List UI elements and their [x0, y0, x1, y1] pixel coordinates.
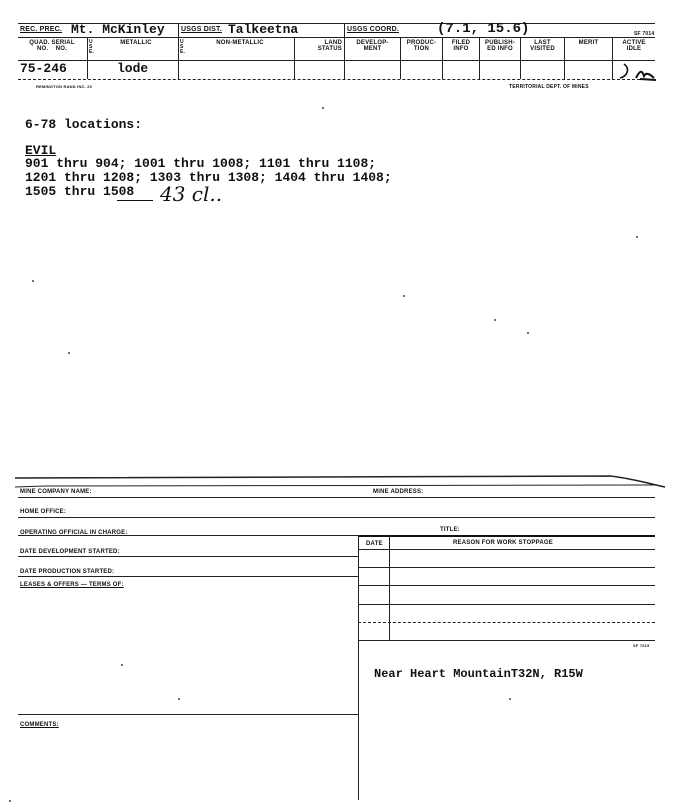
use-label-1: U S E.: [89, 39, 95, 55]
quad-serial-value: 75-246: [20, 61, 67, 76]
usgs-dist-value: Talkeetna: [228, 22, 299, 37]
non-metallic-label: NON-METALLIC: [216, 40, 264, 46]
land-status-label: LAND STATUS: [317, 40, 342, 52]
claim-name: EVIL: [25, 143, 57, 158]
rec-prec-label: REC. PREC.: [20, 26, 63, 33]
use-label-2: U S E.: [180, 39, 186, 55]
active-idle-label: ACTIVE IDLE: [622, 40, 646, 52]
title-label: TITLE:: [440, 527, 460, 533]
rec-prec-value: Mt. McKinley: [71, 22, 165, 37]
locations-line-2: 1201 thru 1208; 1303 thru 1308; 1404 thru 1408;: [25, 170, 392, 185]
fold-edge: [15, 473, 678, 493]
usgs-dist-label: USGS DIST.: [181, 26, 222, 33]
published-info-label: PUBLISH- ED INFO: [485, 40, 515, 52]
production-label: PRODUC- TION: [406, 40, 437, 52]
leases-offers-label: LEASES & OFFERS — TERMS OF:: [20, 582, 124, 588]
locations-heading: 6-78 locations:: [25, 117, 143, 132]
usgs-coord-value: (7.1, 15.6): [437, 21, 530, 37]
locations-line-1: 901 thru 904; 1001 thru 1008; 1101 thru 1108;: [25, 156, 377, 171]
locations-line-3: 1505 thru 1508: [25, 184, 135, 199]
date-col-label: DATE: [366, 541, 383, 547]
metallic-label: METALLIC: [120, 40, 152, 46]
usgs-coord-label: USGS COORD.: [347, 26, 399, 33]
merit-label: MERIT: [578, 40, 599, 46]
form-number-top: SF 7014: [634, 31, 655, 37]
last-visited-label: LAST VISITED: [530, 40, 555, 52]
handwritten-note: 43 cl..: [160, 182, 223, 206]
territorial-label: TERRITORIAL DEPT. OF MINES: [509, 84, 589, 90]
operating-official-label: OPERATING OFFICIAL IN CHARGE:: [20, 530, 128, 536]
mine-address-label: MINE ADDRESS:: [373, 489, 424, 495]
home-office-label: HOME OFFICE:: [20, 509, 67, 515]
development-label: DEVELOP- MENT: [356, 40, 389, 52]
printer-imprint: REMINGTON RAND INC. 20: [36, 84, 93, 89]
reason-col-label: REASON FOR WORK STOPPAGE: [453, 540, 553, 546]
metallic-value: lode: [117, 61, 149, 76]
date-production-label: DATE PRODUCTION STARTED:: [20, 569, 115, 575]
active-idle-mark-icon: [612, 62, 662, 84]
quad-serial-label: QUAD. SERIAL NO. NO.: [29, 40, 75, 52]
comments-label: COMMENTS:: [20, 722, 59, 728]
date-development-label: DATE DEVELOPMENT STARTED:: [20, 549, 120, 555]
mine-company-label: MINE COMPANY NAME:: [20, 489, 92, 495]
filed-info-label: FILED INFO: [451, 40, 471, 52]
location-note: Near Heart MountainT32N, R15W: [374, 667, 583, 681]
form-number-bottom: SF 7015: [633, 643, 650, 648]
